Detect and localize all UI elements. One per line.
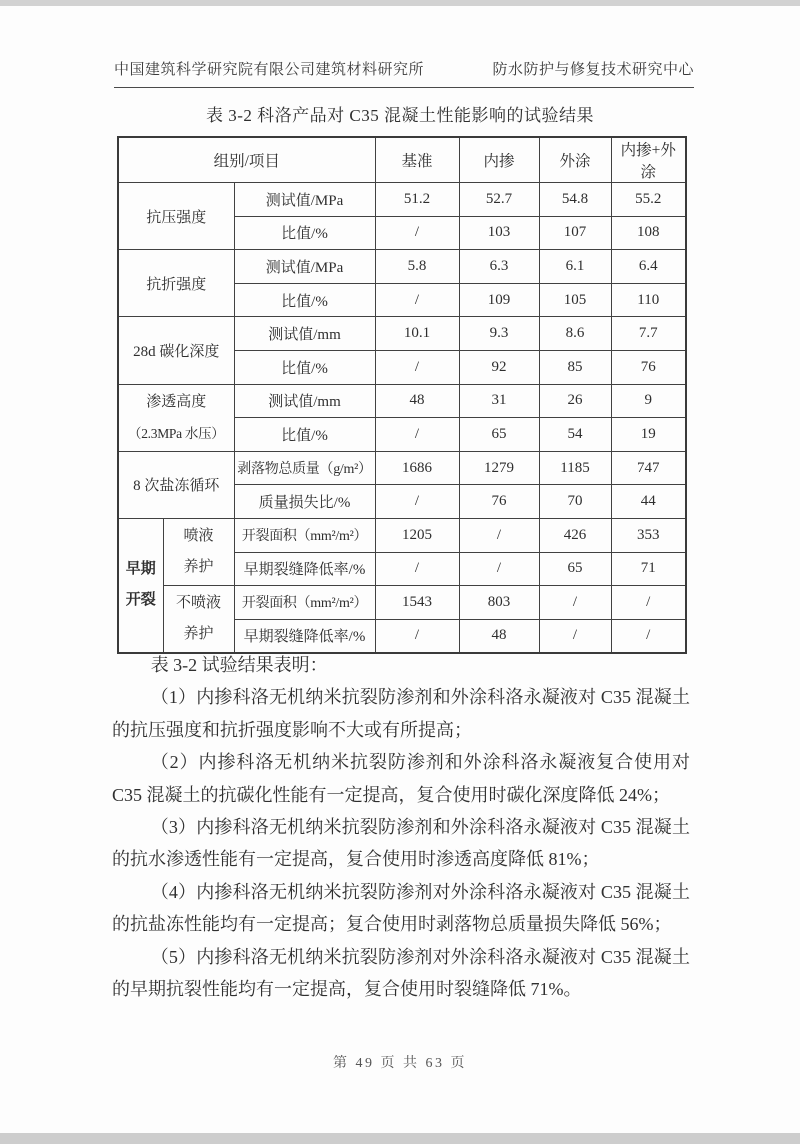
discussion-point: （1）内掺科洛无机纳米抗裂防渗剂和外涂科洛永凝液对 C35 混凝土的抗压强度和抗折强度影响不大或有所提高； (112, 687, 690, 740)
value-cell: 105 (539, 283, 611, 317)
value-cell: 65 (539, 552, 611, 586)
table-row (118, 451, 686, 485)
table-row (118, 586, 686, 620)
row-label: 早期裂缝降低率/% (234, 619, 375, 653)
header-group-item: 组别/项目 (118, 137, 375, 183)
value-cell: / (375, 485, 459, 519)
discussion-point: （3）内掺科洛无机纳米抗裂防渗剂和外涂科洛永凝液对 C35 混凝土的抗水渗透性能有一定提高，复合使用时渗透高度降低 81%； (112, 817, 690, 870)
row-label: 开裂面积（mm²/m²） (234, 586, 375, 620)
value-cell: / (375, 619, 459, 653)
value-cell: 9 (611, 384, 686, 418)
value-cell: 48 (375, 384, 459, 418)
value-cell: 803 (459, 586, 539, 620)
table-row (118, 183, 686, 217)
row-label: 比值/% (234, 216, 375, 250)
header-left-org: 中国建筑科学研究院有限公司建筑材料研究所 (114, 62, 425, 78)
row-label: 剥落物总质量（g/m²） (234, 451, 375, 485)
page-number: 第 49 页 共 63 页 (333, 1056, 467, 1071)
value-cell: 109 (459, 283, 539, 317)
value-cell: 48 (459, 619, 539, 653)
value-cell: / (375, 350, 459, 384)
value-cell: 6.1 (539, 250, 611, 284)
discussion-intro: 表 3-2 试验结果表明： (150, 655, 328, 675)
results-table (117, 136, 687, 654)
group-cell-salt-freeze: 8 次盐冻循环 (118, 451, 234, 518)
row-label: 测试值/mm (234, 384, 375, 418)
value-cell: 6.4 (611, 250, 686, 284)
value-cell: 76 (459, 485, 539, 519)
value-cell: 107 (539, 216, 611, 250)
value-cell: 65 (459, 418, 539, 452)
value-cell: / (539, 619, 611, 653)
group-line: 早期 (125, 561, 156, 578)
discussion-point: （2）内掺科洛无机纳米抗裂防渗剂和外涂科洛永凝液复合使用对 C35 混凝土的抗碳化性能有一定提高，复合使用时碳化深度降低 24%； (112, 752, 690, 805)
subgroup-cell-unsprayed (163, 586, 234, 653)
value-cell: 1205 (375, 518, 459, 552)
group-cell-penetration (118, 384, 234, 451)
table-row (118, 518, 686, 552)
value-cell: 71 (611, 552, 686, 586)
value-cell: 26 (539, 384, 611, 418)
value-cell: 85 (539, 350, 611, 384)
value-cell: 9.3 (459, 317, 539, 351)
subgroup-cell-sprayed (163, 518, 234, 585)
value-cell: / (375, 216, 459, 250)
group-cell-carbonation: 28d 碳化深度 (118, 317, 234, 384)
value-cell: 1686 (375, 451, 459, 485)
value-cell: 353 (611, 518, 686, 552)
group-line: 渗透高度 (146, 393, 207, 410)
value-cell: 51.2 (375, 183, 459, 217)
value-cell: 52.7 (459, 183, 539, 217)
value-cell: / (539, 586, 611, 620)
value-cell: 1279 (459, 451, 539, 485)
value-cell: 76 (611, 350, 686, 384)
value-cell: 19 (611, 418, 686, 452)
value-cell: 92 (459, 350, 539, 384)
results-discussion (112, 649, 690, 1005)
value-cell: 110 (611, 283, 686, 317)
header-col-combined: 内掺+外涂 (611, 137, 686, 183)
group-subline: （2.3MPa 水压） (128, 425, 225, 441)
header-right-org: 防水防护与修复技术研究中心 (492, 62, 694, 78)
subgroup-line: 养护 (183, 559, 214, 576)
discussion-point: （4）内掺科洛无机纳米抗裂防渗剂对外涂科洛永凝液对 C35 混凝土的抗盐冻性能均有一定提高；复合使用时剥落物总质量损失降低 56%； (112, 881, 690, 935)
value-cell: 747 (611, 451, 686, 485)
table-row (118, 384, 686, 418)
subgroup-line: 不喷液 (175, 594, 221, 611)
group-cell-compressive: 抗压强度 (118, 183, 234, 250)
group-cell-flexural: 抗折强度 (118, 250, 234, 317)
value-cell: 70 (539, 485, 611, 519)
scan-edge-bottom (0, 1133, 800, 1144)
value-cell: / (375, 552, 459, 586)
value-cell: 7.7 (611, 317, 686, 351)
value-cell: / (611, 619, 686, 653)
value-cell: / (459, 518, 539, 552)
row-label: 测试值/MPa (234, 250, 375, 284)
value-cell: / (375, 418, 459, 452)
row-label: 早期裂缝降低率/% (234, 552, 375, 586)
value-cell: 6.3 (459, 250, 539, 284)
value-cell: 103 (459, 216, 539, 250)
table-row (118, 317, 686, 351)
header-col-internal: 内掺 (459, 137, 539, 183)
header-col-benchmark: 基准 (375, 137, 459, 183)
row-label: 比值/% (234, 283, 375, 317)
row-label: 质量损失比/% (234, 485, 375, 519)
row-label: 测试值/MPa (234, 183, 375, 217)
value-cell: 108 (611, 216, 686, 250)
value-cell: / (375, 283, 459, 317)
value-cell: 44 (611, 485, 686, 519)
value-cell: 10.1 (375, 317, 459, 351)
value-cell: 5.8 (375, 250, 459, 284)
document-header (114, 58, 694, 88)
value-cell: 55.2 (611, 183, 686, 217)
discussion-point: （5）内掺科洛无机纳米抗裂防渗剂对外涂科洛永凝液对 C35 混凝土的早期抗裂性能均有一定提高，复合使用时裂缝降低 71%。 (112, 946, 690, 1000)
value-cell: 1543 (375, 586, 459, 620)
row-label: 开裂面积（mm²/m²） (234, 518, 375, 552)
group-cell-early-crack (118, 518, 163, 652)
value-cell: 54 (539, 418, 611, 452)
value-cell: 8.6 (539, 317, 611, 351)
subgroup-line: 养护 (183, 625, 214, 642)
group-line: 开裂 (125, 592, 156, 609)
scan-edge-top (0, 0, 800, 6)
table-header-row (118, 137, 686, 183)
value-cell: 1185 (539, 451, 611, 485)
row-label: 比值/% (234, 418, 375, 452)
value-cell: 426 (539, 518, 611, 552)
row-label: 测试值/mm (234, 317, 375, 351)
value-cell: / (611, 586, 686, 620)
value-cell: / (459, 552, 539, 586)
table-row (118, 250, 686, 284)
value-cell: 31 (459, 384, 539, 418)
table-title: 表 3-2 科洛产品对 C35 混凝土性能影响的试验结果 (206, 106, 594, 125)
subgroup-line: 喷液 (183, 528, 214, 545)
header-col-external: 外涂 (539, 137, 611, 183)
value-cell: 54.8 (539, 183, 611, 217)
row-label: 比值/% (234, 350, 375, 384)
